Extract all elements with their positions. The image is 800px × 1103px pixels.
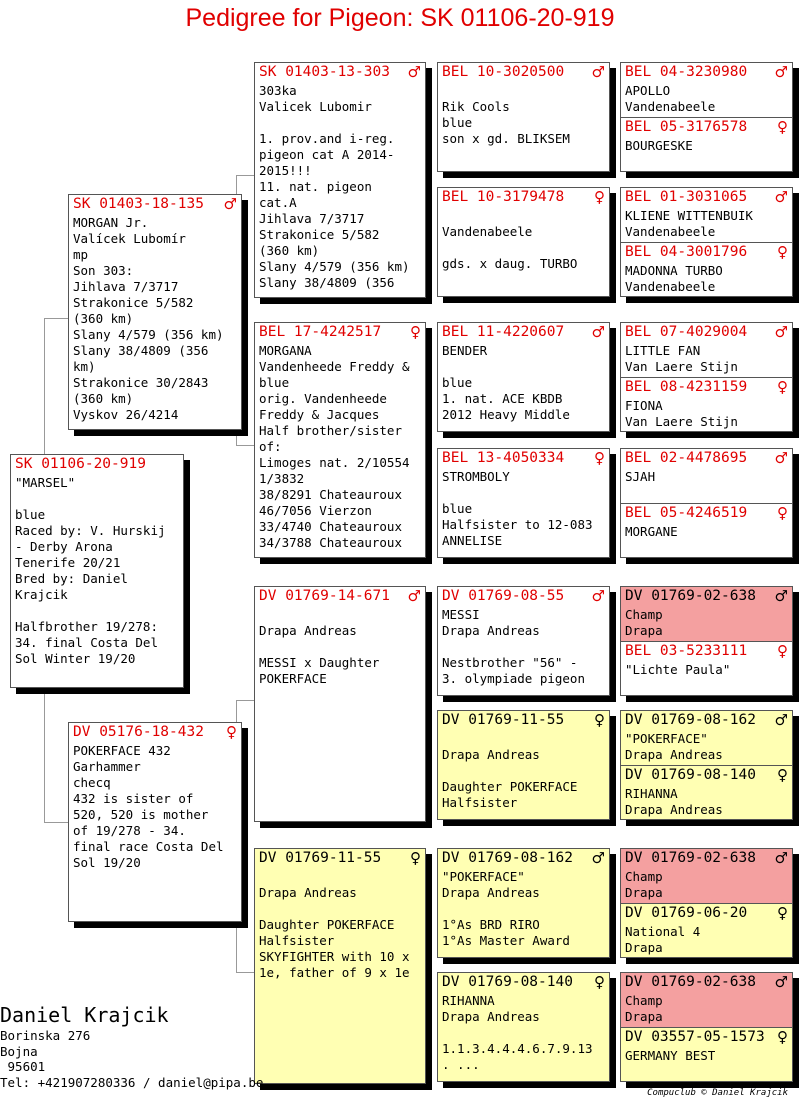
connector-line: [236, 175, 254, 176]
pigeon-info: APOLLO Vandenabeele: [625, 83, 716, 114]
pigeon-info: Drapa Andreas Daughter POKERFACE Halfsister: [442, 747, 578, 810]
ring-number: DV 01769-14-671 ♂: [259, 587, 421, 605]
ring-number: BEL 05-3176578 ♀: [625, 118, 788, 136]
ring-number: BEL 13-4050334 ♀: [442, 449, 605, 467]
grandparent-card: [254, 62, 426, 298]
connector-line: [236, 972, 254, 973]
ancestor-sire: [621, 188, 792, 242]
pigeon-info: KLIENE WITTENBUIK Vandenabeele: [625, 208, 753, 239]
ring-number: BEL 07-4029004 ♂: [625, 323, 788, 341]
ancestor-pair-card: [620, 187, 793, 297]
pigeon-info: POKERFACE 432 Garhammer checq 432 is sister of 520, 520 is mother of 19/278 - 34. final race Costa Del Sol 19/20: [73, 743, 224, 870]
pigeon-info: "POKERFACE" Drapa Andreas 1°As BRD RIRO 1°As Master Award: [442, 869, 570, 948]
pigeon-info: MORGANE: [625, 524, 678, 539]
ring-number: DV 01769-08-162 ♂: [442, 849, 605, 867]
mother-card: [68, 722, 242, 922]
grandparent-card: [254, 586, 426, 822]
ring-number: DV 01769-08-140 ♀: [625, 766, 788, 784]
pigeon-info: RIHANNA Drapa Andreas 1.1.3.4.4.4.6.7.9.13 . ...: [442, 993, 593, 1072]
ancestor-dam: [621, 641, 792, 696]
pigeon-info: National 4 Drapa: [625, 924, 701, 955]
ring-number: BEL 05-4246519 ♀: [625, 504, 788, 522]
connector-line: [44, 318, 45, 456]
pigeon-info: Vandenabeele gds. x daug. TURBO: [442, 224, 578, 271]
pigeon-info: GERMANY BEST: [625, 1048, 716, 1063]
pigeon-info: STROMBOLY blue Halfsister to 12-083 ANNELISE: [442, 469, 593, 548]
pigeon-info: FIONA Van Laere Stijn: [625, 398, 738, 429]
ring-number: BEL 02-4478695 ♂: [625, 449, 788, 467]
ancestor-pair-card: [620, 322, 793, 432]
ancestor-dam: [621, 903, 792, 958]
ring-number: DV 01769-08-55 ♂: [442, 587, 605, 605]
ring-number: BEL 04-3001796 ♀: [625, 243, 788, 261]
ancestor-sire: [621, 711, 792, 765]
ancestor-dam: [621, 1027, 792, 1082]
ancestor-sire: [621, 63, 792, 117]
great-grandparent-card: [437, 448, 610, 558]
ring-number: BEL 11-4220607 ♂: [442, 323, 605, 341]
ring-number: BEL 08-4231159 ♀: [625, 378, 788, 396]
ring-number: DV 01769-02-638 ♂: [625, 849, 788, 867]
ancestor-dam: [621, 377, 792, 432]
ancestor-pair-card: [620, 62, 793, 172]
ring-number: DV 01769-02-638 ♂: [625, 587, 788, 605]
pigeon-info: "POKERFACE" Drapa Andreas: [625, 731, 723, 762]
credit-text: Compuclub © Daniel Krajcik: [647, 1088, 788, 1098]
pigeon-info: 303ka Valicek Lubomir 1. prov.and i-reg. pigeon cat A 2014- 2015!!! 11. nat. pigeon cat.A Jihlava 7/3717 Strakonice 5/582 (360 km) Slany 4/579 (356 km) Slany 38/4809 (356: [259, 83, 410, 290]
subject-card: [10, 454, 184, 688]
connector-line: [236, 700, 254, 701]
ring-number: BEL 04-3230980 ♂: [625, 63, 788, 81]
ancestor-sire: [621, 587, 792, 641]
ancestor-pair-card: [620, 586, 793, 696]
pigeon-info: "Lichte Paula": [625, 662, 731, 677]
pigeon-info: MORGANA Vandenheede Freddy & blue orig. Vandenheede Freddy & Jacques Half brother/sister of: Limoges nat. 2/10554 1/3832 38/8291 Chateauroux 46/7056 Vierzon 33/4740 Chateauroux 34/3788 Chateauroux: [259, 343, 410, 550]
ring-number: DV 01769-08-162 ♂: [625, 711, 788, 729]
grandparent-card: [254, 322, 426, 558]
connector-line: [44, 690, 45, 822]
ring-number: DV 03557-05-1573 ♀: [625, 1028, 788, 1046]
pigeon-info: RIHANNA Drapa Andreas: [625, 786, 723, 817]
great-grandparent-card: [437, 710, 610, 820]
pigeon-info: BENDER blue 1. nat. ACE KBDB 2012 Heavy Middle: [442, 343, 570, 422]
pigeon-info: "MARSEL" blue Raced by: V. Hurskij - Derby Arona Tenerife 20/21 Bred by: Daniel Krajcik Halfbrother 19/278: 34. final Costa Del Sol Winter 19/20: [15, 475, 166, 666]
pigeon-info: Drapa Andreas Daughter POKERFACE Halfsister SKYFIGHTER with 10 x 1e, father of 9 x 1e: [259, 885, 410, 980]
ring-number: DV 01769-08-140 ♀: [442, 973, 605, 991]
ancestor-sire: [621, 323, 792, 377]
ring-number: DV 01769-11-55 ♀: [259, 849, 421, 867]
ring-number: BEL 10-3179478 ♀: [442, 188, 605, 206]
pigeon-info: MORGAN Jr. Valícek Lubomír mp Son 303: Jihlava 7/3717 Strakonice 5/582 (360 km) Slany 4/579 (356 km) Slany 38/4809 (356 km) Strakonice 30/2843 (360 km) Vyskov 26/4214: [73, 215, 224, 422]
connector-line: [44, 822, 68, 823]
ancestor-pair-card: [620, 448, 793, 558]
pigeon-info: BOURGESKE: [625, 138, 693, 153]
connector-line: [236, 445, 254, 446]
ancestor-sire: [621, 849, 792, 903]
father-card: [68, 194, 242, 430]
page-title: Pedigree for Pigeon: SK 01106-20-919: [185, 4, 615, 32]
great-grandparent-card: [437, 62, 610, 172]
pigeon-info: Rik Cools blue son x gd. BLIKSEM: [442, 99, 570, 146]
pigeon-info: Champ Drapa: [625, 607, 663, 638]
ancestor-pair-card: [620, 848, 793, 958]
great-grandparent-card: [437, 848, 610, 958]
ring-number: DV 01769-06-20 ♀: [625, 904, 788, 922]
pigeon-info: LITTLE FAN Van Laere Stijn: [625, 343, 738, 374]
ring-number: BEL 01-3031065 ♂: [625, 188, 788, 206]
ancestor-sire: [621, 973, 792, 1027]
great-grandparent-card: [437, 972, 610, 1082]
ancestor-dam: [621, 242, 792, 297]
pigeon-info: Champ Drapa: [625, 993, 663, 1024]
connector-line: [44, 318, 68, 319]
ancestor-sire: [621, 449, 792, 503]
ancestor-dam: [621, 117, 792, 172]
ring-number: BEL 17-4242517 ♀: [259, 323, 421, 341]
ring-number: SK 01106-20-919: [15, 456, 146, 472]
ring-number: BEL 03-5233111 ♀: [625, 642, 788, 660]
ring-number: SK 01403-13-303 ♂: [259, 63, 421, 81]
great-grandparent-card: [437, 586, 610, 696]
pigeon-info: MADONNA TURBO Vandenabeele: [625, 263, 723, 294]
ancestor-pair-card: [620, 710, 793, 820]
pigeon-info: SJAH: [625, 469, 656, 484]
ancestor-dam: [621, 503, 792, 558]
pigeon-info: Drapa Andreas MESSI x Daughter POKERFACE: [259, 623, 380, 686]
ancestor-dam: [621, 765, 792, 820]
ring-number: SK 01403-18-135 ♂: [73, 195, 237, 213]
pigeon-info: MESSI Drapa Andreas Nestbrother "56" - 3. olympiade pigeon: [442, 607, 585, 686]
ring-number: DV 05176-18-432 ♀: [73, 723, 237, 741]
ring-number: DV 01769-02-638 ♂: [625, 973, 788, 991]
great-grandparent-card: [437, 322, 610, 432]
ancestor-pair-card: [620, 972, 793, 1082]
ring-number: BEL 10-3020500 ♂: [442, 63, 605, 81]
breeder-name: Daniel Krajcik: [0, 1003, 169, 1027]
breeder-address: Borinska 276 Bojna 95601 Tel: +421907280336 / daniel@pipa.be: [0, 1028, 264, 1090]
ring-number: DV 01769-11-55 ♀: [442, 711, 605, 729]
grandparent-card: [254, 848, 426, 1084]
pigeon-info: Champ Drapa: [625, 869, 663, 900]
great-grandparent-card: [437, 187, 610, 297]
